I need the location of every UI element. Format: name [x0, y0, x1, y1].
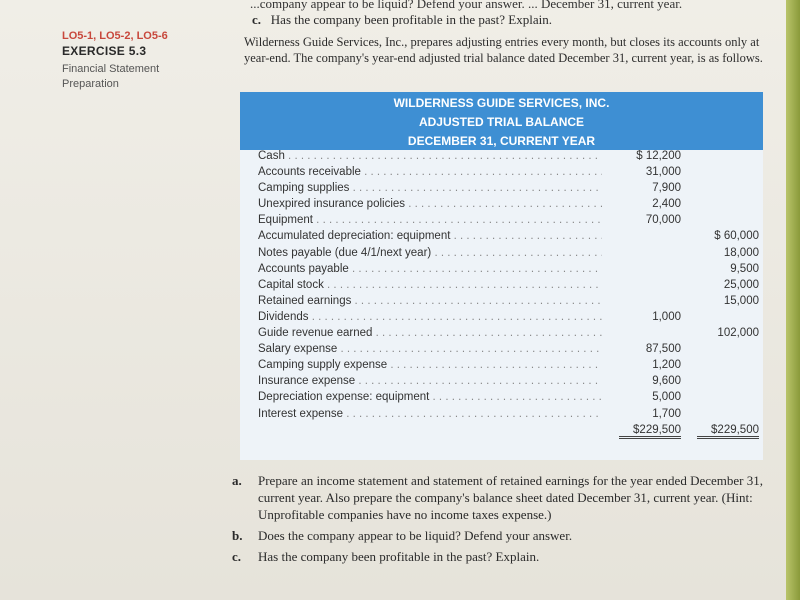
- exercise-margin: [62, 30, 212, 92]
- page-edge-background: [786, 0, 800, 600]
- credit-amount: 15,000: [723, 294, 759, 307]
- account-name: Salary expense . . .: [258, 343, 602, 355]
- exercise-intro: Wilderness Guide Services, Inc., prepares adjusting entries every month, but closes its accounts only at year-end. The company's year-end adjusted trial balance dated December 31, current year, is as follows.: [244, 35, 763, 65]
- account-name: Unexpired insurance policies . . .: [258, 198, 602, 210]
- account-name: Interest expense . . .: [258, 408, 602, 420]
- trial-balance-table: [240, 92, 763, 460]
- top-question-c: [252, 12, 552, 28]
- exercise-number: EXERCISE 5.3: [62, 44, 147, 58]
- table-row: [240, 375, 763, 391]
- exercise-topic: Financial Statement Preparation: [62, 63, 160, 90]
- top-question-c-text: Has the company been profitable in the past? Explain.: [270, 12, 552, 27]
- question-b: [232, 527, 788, 544]
- account-name: Cash . . .: [258, 150, 602, 162]
- credit-amount: 18,000: [723, 246, 759, 259]
- cutoff-text-line: ...company appear to be liquid? Defend your answer. ... December 31, current year.: [250, 0, 683, 11]
- account-name: Camping supplies . . .: [258, 182, 602, 194]
- account-name: Capital stock . . .: [258, 279, 602, 291]
- exercise-questions: [232, 472, 788, 569]
- table-row: [240, 391, 763, 407]
- table-row: [240, 295, 763, 311]
- question-text: Prepare an income statement and statement of retained earnings for the year ended December 31, current year. Also prepare the company's balance sheet dated December 31, current year. (Hint: Unprofitable companies have no income taxes expense.): [258, 473, 763, 522]
- question-text: Does the company appear to be liquid? Defend your answer.: [258, 528, 573, 543]
- account-name: Equipment . . .: [258, 214, 602, 226]
- account-name: Retained earnings . . .: [258, 295, 602, 307]
- statement-title: ADJUSTED TRIAL BALANCE: [418, 115, 585, 129]
- debit-amount: $ 12,200: [636, 150, 681, 162]
- table-row: [240, 311, 763, 327]
- total-debit: $229,500: [619, 424, 681, 439]
- table-row: [240, 166, 763, 182]
- table-row: [240, 198, 763, 214]
- debit-amount: 70,000: [645, 214, 681, 227]
- question-c: [232, 548, 788, 565]
- company-name: WILDERNESS GUIDE SERVICES, INC.: [393, 96, 610, 110]
- credit-amount: 25,000: [723, 278, 759, 291]
- table-row: [240, 408, 763, 424]
- statement-date: DECEMBER 31, CURRENT YEAR: [407, 134, 596, 148]
- total-credit: $229,500: [697, 424, 759, 439]
- question-label: c.: [232, 549, 242, 564]
- debit-amount: 87,500: [645, 343, 681, 356]
- debit-amount: 7,900: [652, 182, 681, 195]
- credit-amount: 102,000: [717, 327, 759, 340]
- question-label: b.: [232, 528, 243, 543]
- table-row: [240, 150, 763, 166]
- debit-amount: 9,600: [652, 375, 681, 388]
- table-row: [240, 263, 763, 279]
- debit-amount: 5,000: [652, 391, 681, 404]
- debit-amount: 2,400: [652, 198, 681, 211]
- learning-objectives: LO5-1, LO5-2, LO5-6: [62, 30, 168, 42]
- account-name: Insurance expense . . .: [258, 375, 602, 387]
- account-name: Accumulated depreciation: equipment . . .: [258, 230, 602, 242]
- top-question-c-label: c.: [252, 12, 262, 27]
- account-name: Accounts payable . . .: [258, 263, 602, 275]
- account-name: Depreciation expense: equipment . . .: [258, 391, 602, 403]
- question-label: a.: [232, 473, 242, 488]
- table-row: [240, 247, 763, 263]
- account-name: Guide revenue earned . . .: [258, 327, 602, 339]
- table-row: [240, 230, 763, 246]
- question-text: Has the company been profitable in the past? Explain.: [258, 549, 540, 564]
- debit-amount: 1,700: [652, 407, 681, 420]
- credit-amount: 9,500: [730, 262, 759, 275]
- debit-amount: 1,200: [652, 359, 681, 372]
- trial-balance-rows: [240, 150, 763, 440]
- totals-row: [240, 424, 763, 440]
- table-row: [240, 327, 763, 343]
- credit-amount: $ 60,000: [714, 230, 759, 243]
- table-row: [240, 182, 763, 198]
- table-row: [240, 214, 763, 230]
- account-name: Notes payable (due 4/1/next year) . . .: [258, 247, 602, 259]
- table-row: [240, 343, 763, 359]
- account-name: Camping supply expense . . .: [258, 359, 602, 371]
- question-a: [232, 472, 788, 523]
- account-name: Accounts receivable . . .: [258, 166, 602, 178]
- account-name: Dividends . . .: [258, 311, 602, 323]
- debit-amount: 31,000: [645, 166, 681, 179]
- table-row: [240, 279, 763, 295]
- trial-balance-header: [240, 92, 763, 150]
- table-row: [240, 359, 763, 375]
- debit-amount: 1,000: [652, 310, 681, 323]
